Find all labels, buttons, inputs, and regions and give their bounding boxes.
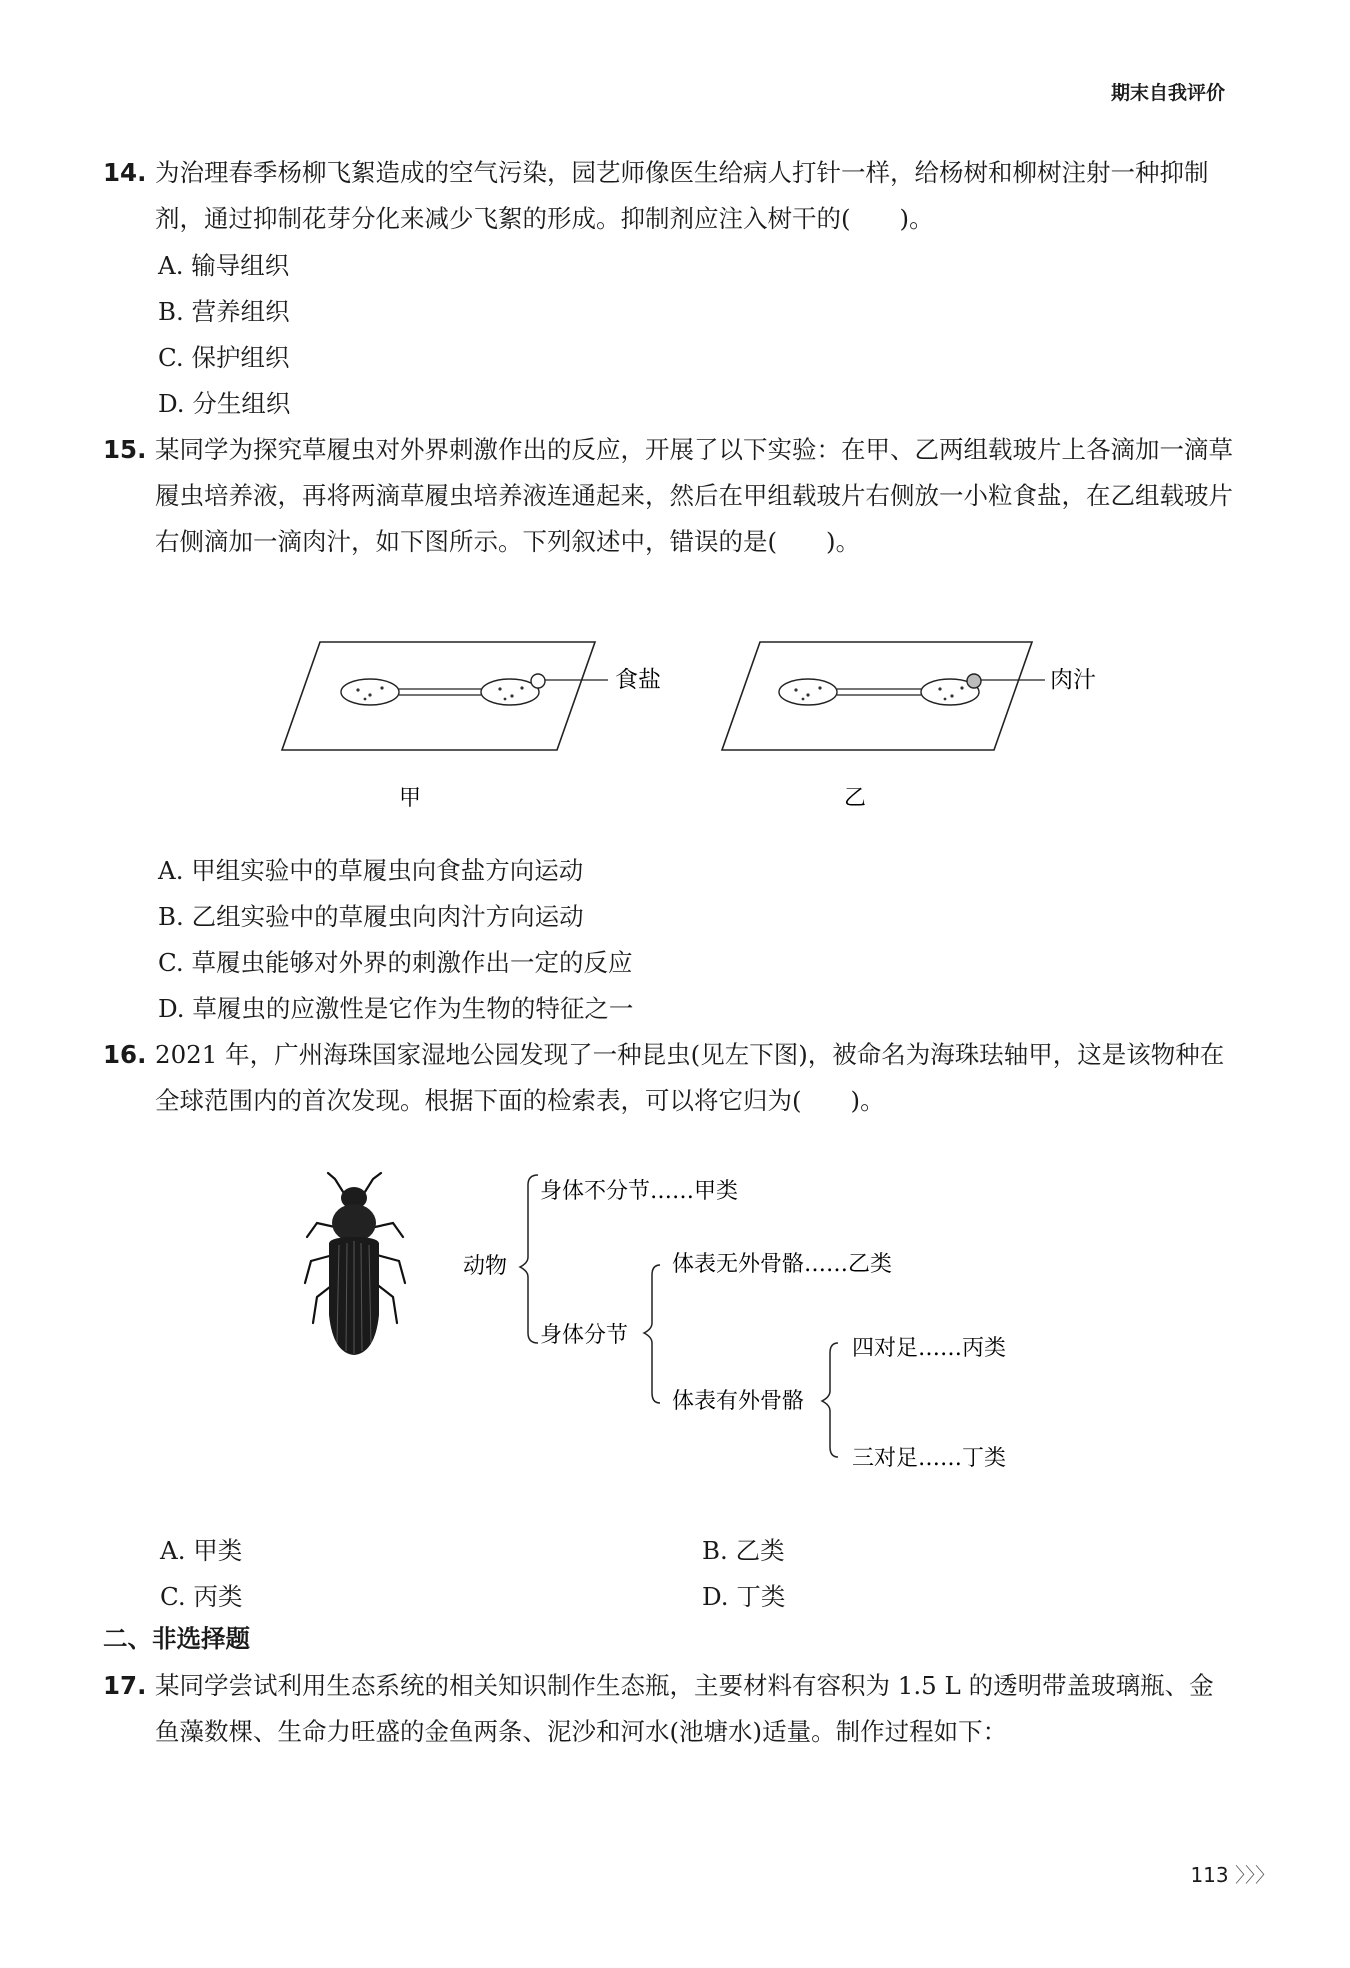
question-15 (103, 427, 1233, 565)
page-number: 113 (1190, 1863, 1229, 1887)
option-b: B. 乙组实验中的草履虫向肉汁方向运动 (158, 902, 584, 931)
question-number: 17. (103, 1671, 147, 1700)
salt-grain (531, 674, 545, 688)
question-14 (103, 150, 1233, 242)
slide-yi (722, 642, 1045, 750)
question-text: 为治理春季杨柳飞絮造成的空气污染，园艺师像医生给病人打针一样，给杨树和柳树注射一种抑制剂，通过抑制花芽分化来减少飞絮的形成。抑制剂应注入树干的( )。 (155, 158, 1209, 233)
key-segmented: 身体分节 (540, 1323, 629, 1348)
page-arrows: 〉〉〉 (1235, 1863, 1275, 1887)
question-number: 16. (103, 1040, 147, 1069)
page-footer (1190, 1859, 1275, 1888)
key-four-legs: 四对足……丙类 (852, 1336, 1007, 1361)
question-text: 某同学为探究草履虫对外界刺激作出的反应，开展了以下实验：在甲、乙两组载玻片上各滴加一滴草履虫培养液，再将两滴草履虫培养液连通起来，然后在甲组载玻片右侧放一小粒食盐，在乙组载玻片右侧滴加一滴肉汁，如下图所示。下列叙述中，错误的是( )。 (155, 435, 1233, 556)
caption-yi: 乙 (843, 786, 867, 811)
salt-label: 食盐 (615, 667, 661, 693)
question-17 (103, 1663, 1233, 1755)
slide-jia (282, 642, 608, 750)
slide-experiment-figure (0, 620, 1350, 830)
classification-key (440, 1165, 1100, 1485)
question-number: 15. (103, 435, 147, 464)
key-unsegmented: 身体不分节……甲类 (540, 1179, 739, 1204)
beetle-illustration (295, 1165, 415, 1365)
key-three-legs: 三对足……丁类 (852, 1446, 1007, 1471)
option-a: A. 输导组织 (158, 251, 290, 280)
option-b: B. 乙类 (702, 1536, 785, 1565)
section-title: 二、非选择题 (103, 1624, 250, 1653)
question-16 (103, 1032, 1233, 1124)
option-a: A. 甲组实验中的草履虫向食盐方向运动 (158, 856, 584, 885)
question-number: 14. (103, 158, 147, 187)
broth-label: 肉汁 (1050, 667, 1096, 693)
option-d: D. 草履虫的应激性是它作为生物的特征之一 (158, 994, 634, 1023)
caption-jia: 甲 (398, 786, 422, 811)
key-no-exoskeleton: 体表无外骨骼……乙类 (672, 1252, 893, 1277)
key-root: 动物 (463, 1254, 508, 1279)
question-text: 某同学尝试利用生态系统的相关知识制作生态瓶，主要材料有容积为 1.5 L 的透明带盖玻璃瓶、金鱼藻数棵、生命力旺盛的金鱼两条、泥沙和河水(池塘水)适量。制作过程如下： (155, 1671, 1214, 1746)
option-a: A. 甲类 (160, 1536, 243, 1565)
page-header: 期末自我评价 (1110, 82, 1225, 104)
option-d: D. 丁类 (702, 1582, 786, 1611)
option-b: B. 营养组织 (158, 297, 290, 326)
option-c: C. 草履虫能够对外界的刺激作出一定的反应 (158, 948, 633, 977)
broth-drop (967, 674, 981, 688)
option-d: D. 分生组织 (158, 389, 291, 418)
option-c: C. 保护组织 (158, 343, 290, 372)
key-has-exoskeleton: 体表有外骨骼 (672, 1389, 805, 1414)
question-text: 2021 年，广州海珠国家湿地公园发现了一种昆虫(见左下图)，被命名为海珠珐轴甲，这是该物种在全球范围内的首次发现。根据下面的检索表，可以将它归为( )。 (155, 1040, 1225, 1115)
option-c: C. 丙类 (160, 1582, 243, 1611)
